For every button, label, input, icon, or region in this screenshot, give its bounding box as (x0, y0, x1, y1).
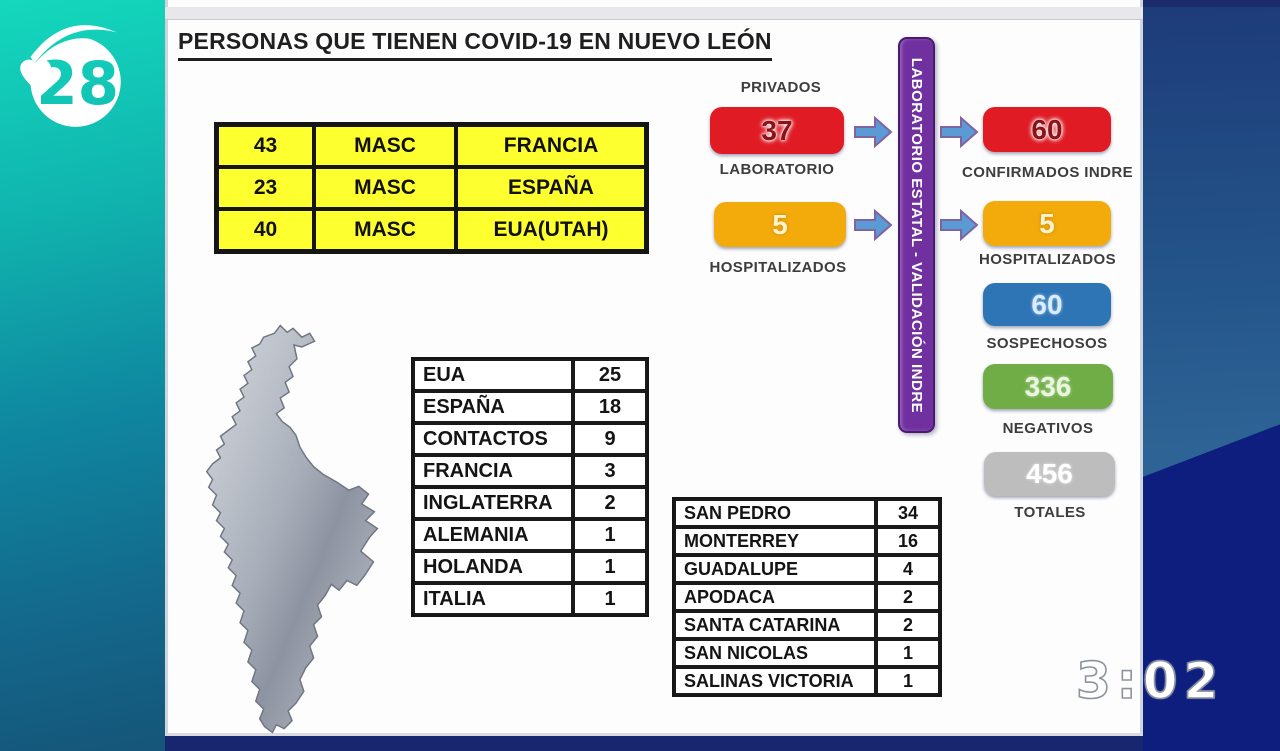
origin-label: ITALIA (413, 583, 573, 615)
sex-cell: MASC (314, 125, 456, 167)
municipality-label: MONTERREY (674, 527, 876, 555)
origin-label: EUA (413, 359, 573, 391)
negativos-box: 336 (983, 364, 1113, 409)
table-row (413, 423, 647, 455)
origin-count: 3 (573, 455, 647, 487)
flow-arrow-icon (938, 208, 980, 242)
table-row (413, 487, 647, 519)
flow-arrow-icon (852, 208, 894, 242)
table-row (674, 611, 940, 639)
table-row (413, 455, 647, 487)
table-row (413, 391, 647, 423)
table-row (674, 667, 940, 695)
municipality-count: 1 (876, 667, 940, 695)
hospitalizados-left-label: HOSPITALIZADOS (709, 259, 847, 276)
nuevo-leon-map (192, 316, 398, 740)
flow-arrow-icon (852, 115, 894, 149)
municipality-label: APODACA (674, 583, 876, 611)
municipality-count: 34 (876, 499, 940, 527)
municipality-count: 1 (876, 639, 940, 667)
confirmados-label: CONFIRMADOS INDRE (962, 164, 1133, 181)
origin-count: 1 (573, 551, 647, 583)
sospechosos-box: 60 (983, 283, 1111, 326)
origin-count: 1 (573, 519, 647, 551)
hospitalizados-right-box: 5 (983, 201, 1111, 246)
municipality-label: SAN PEDRO (674, 499, 876, 527)
table-row (413, 551, 647, 583)
flow-arrow-icon (938, 115, 980, 149)
age-cell: 23 (217, 167, 314, 209)
municipalities-table (672, 497, 942, 697)
channel-28-logo-icon (12, 16, 130, 134)
totales-label: TOTALES (1014, 504, 1086, 521)
municipality-label: SALINAS VICTORIA (674, 667, 876, 695)
patients-table (214, 122, 649, 254)
origins-table (411, 357, 649, 617)
document-header-band (165, 7, 1143, 20)
table-row (217, 209, 646, 251)
municipality-count: 4 (876, 555, 940, 583)
municipality-count: 2 (876, 611, 940, 639)
confirmados-box: 60 (983, 107, 1111, 152)
origin-label: HOLANDA (413, 551, 573, 583)
table-row (674, 527, 940, 555)
table-row (413, 583, 647, 615)
sospechosos-label: SOSPECHOSOS (986, 335, 1108, 352)
table-row (217, 167, 646, 209)
municipality-count: 2 (876, 583, 940, 611)
origin-cell: FRANCIA (456, 125, 646, 167)
privados-label: PRIVADOS (740, 79, 822, 96)
totales-box: 456 (984, 452, 1115, 496)
age-cell: 40 (217, 209, 314, 251)
municipality-label: SAN NICOLAS (674, 639, 876, 667)
sex-cell: MASC (314, 209, 456, 251)
laboratorio-estatal-label: LABORATORIO ESTATAL - VALIDACIÓN INDRE (908, 57, 926, 413)
municipality-label: SANTA CATARINA (674, 611, 876, 639)
origin-count: 25 (573, 359, 647, 391)
origin-label: CONTACTOS (413, 423, 573, 455)
broadcast-clock: 3:02 (1076, 652, 1225, 710)
laboratorio-label: LABORATORIO (719, 161, 835, 178)
origin-label: ALEMANIA (413, 519, 573, 551)
table-row (217, 125, 646, 167)
page-title: PERSONAS QUE TIENEN COVID-19 EN NUEVO LEÓN (178, 28, 772, 61)
table-row (413, 359, 647, 391)
municipality-count: 16 (876, 527, 940, 555)
laboratorio-estatal-bar (898, 37, 935, 433)
municipality-label: GUADALUPE (674, 555, 876, 583)
origin-count: 1 (573, 583, 647, 615)
table-row (674, 499, 940, 527)
origin-label: FRANCIA (413, 455, 573, 487)
origin-label: INGLATERRA (413, 487, 573, 519)
table-row (413, 519, 647, 551)
table-row (674, 639, 940, 667)
origin-cell: EUA(UTAH) (456, 209, 646, 251)
sex-cell: MASC (314, 167, 456, 209)
hospitalizados-right-label: HOSPITALIZADOS (979, 251, 1116, 268)
origin-count: 9 (573, 423, 647, 455)
origin-label: ESPAÑA (413, 391, 573, 423)
laboratorio-box: 37 (710, 107, 844, 154)
table-row (674, 583, 940, 611)
hospitalizados-left-box: 5 (714, 202, 846, 247)
negativos-label: NEGATIVOS (1002, 420, 1094, 437)
table-row (674, 555, 940, 583)
origin-count: 18 (573, 391, 647, 423)
age-cell: 43 (217, 125, 314, 167)
origin-count: 2 (573, 487, 647, 519)
origin-cell: ESPAÑA (456, 167, 646, 209)
